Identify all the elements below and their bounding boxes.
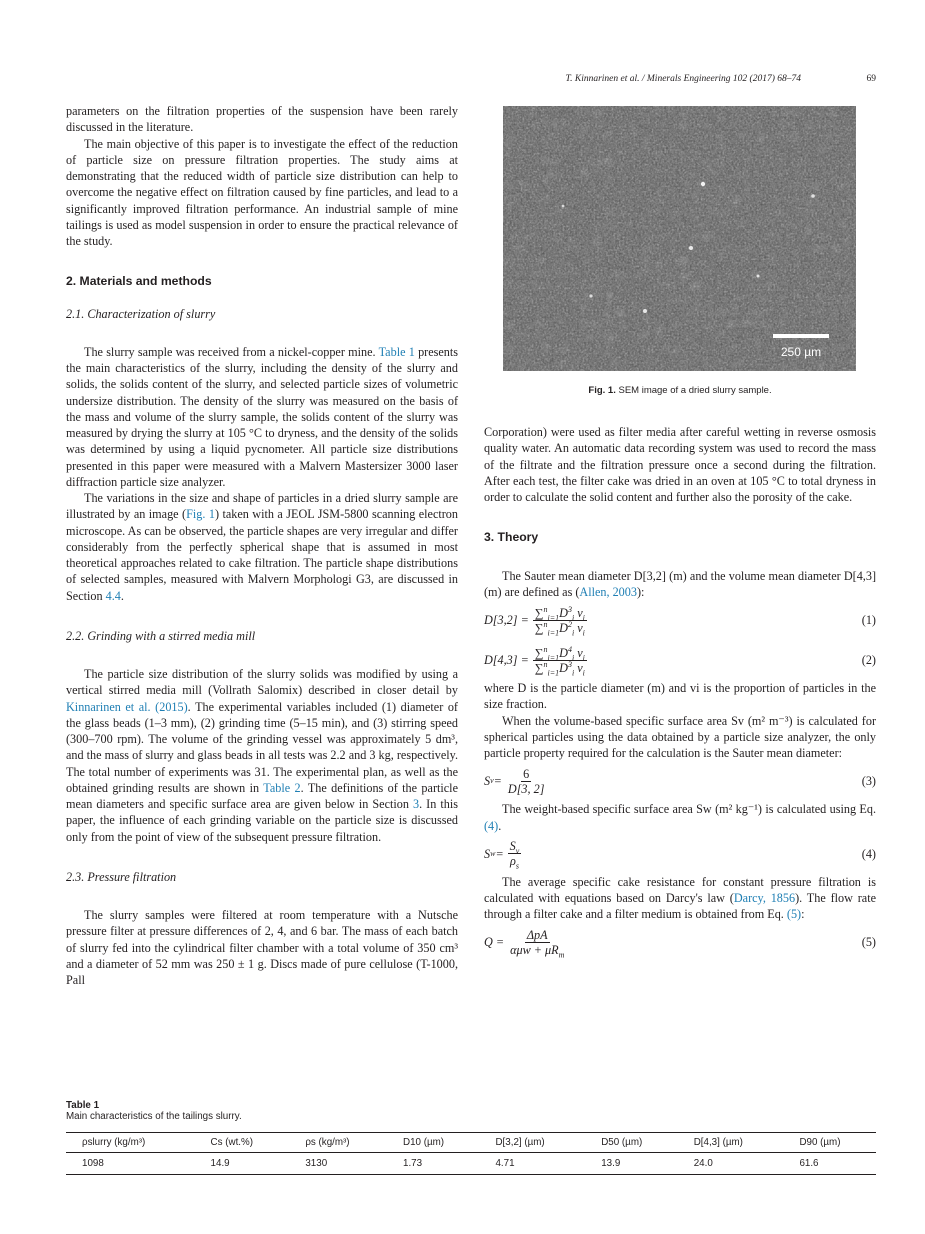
equation-number: (4) (861, 846, 876, 861)
table-cell: 1098 (66, 1153, 195, 1175)
paragraph: Corporation) were used as filter media after careful wetting in reverse osmosis quality water. An automatic data recording system was used to record the mass of the filtrate and the filtration pressure once a second during the filtration. After each test, the filter cake was dried in an oven at 105 °C to total dryness in order to calculate the solid content and further also the porosity of the cake. (484, 425, 876, 504)
column-header: D50 (µm) (585, 1133, 677, 1153)
subsection-heading: 2.2. Grinding with a stirred media mill (66, 628, 256, 643)
table-cell: 3130 (289, 1153, 387, 1175)
column-header: D10 (µm) (387, 1133, 479, 1153)
paragraph: The Sauter mean diameter D[3,2] (m) and the volume mean diameter D[4,3] (m) are defined as (Allen, 2003): (484, 568, 876, 599)
table-cell: 14.9 (195, 1153, 290, 1175)
section-link[interactable]: 3 (413, 797, 420, 811)
section-heading: 3. Theory (484, 530, 539, 545)
equation-3: S v = $\frac{6}{D[3, 2]}$ (3) (484, 766, 876, 796)
table-label: Table 1 (66, 1100, 100, 1111)
paragraph: The main objective of this paper is to investigate the effect of the reduction of particle size on pressure filtration properties. The study aims at demonstrating that the reduced width of particle size distribution can help to overcome the negative effect on filtration caused by fine particles, and lead to a significantly improved filtration performance. An industrial sample of mine tailings is used as model suspension in order to ensure the practical relevance of the study. (66, 136, 458, 248)
table-caption: Main characteristics of the tailings slurry. (66, 1111, 242, 1122)
column-header: D[3,2] (µm) (479, 1133, 585, 1153)
paragraph: The slurry samples were filtered at room temperature with a Nutsche pressure filter at pressure differences of 2, 4, and 6 bar. The mass of each batch of slurry fed into the cylindrical filter chamber with a total volume of 350 cm³ and a diameter of 52 mm was 250 ± 1 g. Discs made of pure cellulose (T-1000, Pall (66, 908, 458, 987)
section-heading: 2. Materials and methods (66, 274, 212, 289)
reference-link[interactable]: Kinnarinen et al. (2015) (66, 699, 188, 714)
paragraph: The average specific cake resistance for constant pressure filtration is calculated with equations based on Darcy's law (Darcy, 1856). The flow rate through a filter cake and a filter medium is obtained from Eq. (5): (484, 874, 877, 922)
equation-4: S w = $\frac{S_v}{\rho_s}$ (4) (484, 839, 876, 871)
figure-link[interactable]: Fig. 1 (186, 507, 215, 522)
table-link[interactable]: Table 1 (378, 344, 415, 359)
reference-link[interactable]: Allen, 2003 (579, 584, 637, 599)
column-header: D90 (µm) (783, 1133, 876, 1153)
table-1 (66, 1100, 876, 1175)
data-table (66, 1132, 876, 1175)
column-header: ρslurry (kg/m³) (66, 1133, 195, 1153)
paragraph: The slurry sample was received from a nickel-copper mine. Table 1 presents the main characteristics of the slurry, including the density of the slurry and solids, the solids content of the slurry, and selected particle sizes of volumetric undersize distribution. The density of the slurry was measured on the basis of the mass and volume of the slurry sample, the solids content of the slurry was measured by drying the slurry at 105 °C to dryness, and the density of the solids was determined by using a liquid pycnometer. All particle size distributions presented in this paper were measured with a Malvern Mastersizer 3000 laser diffraction particle size analyzer. (66, 344, 459, 489)
table-link[interactable]: Table 2 (263, 780, 301, 795)
column-header: Cs (wt.%) (195, 1133, 290, 1153)
table-cell: 13.9 (585, 1153, 677, 1175)
paragraph: parameters on the filtration properties of the suspension have been rarely discussed in the literature. (66, 104, 458, 135)
table-header-row (66, 1133, 876, 1153)
paragraph: where D is the particle diameter (m) and vi is the proportion of particles in the size fraction. (484, 681, 876, 712)
figure-caption: Fig. 1. SEM image of a dried slurry sample. (588, 385, 772, 396)
sem-image (503, 106, 856, 371)
running-title: T. Kinnarinen et al. / Minerals Engineering 102 (2017) 68–74 (565, 74, 801, 84)
table-cell: 61.6 (783, 1153, 876, 1175)
table-cell: 1.73 (387, 1153, 479, 1175)
table-cell: 24.0 (678, 1153, 784, 1175)
equation-1: D[3,2] = $\frac{\sum^n_{i=1}D^3_i v_i}{\sum^n_{i=1}D^2_i v_i}$ (1) (484, 604, 876, 637)
paragraph: The weight-based specific surface area Sw (m² kg⁻¹) is calculated using Eq. (4). (484, 802, 876, 833)
left-column (66, 103, 458, 988)
equation-number: (5) (861, 935, 876, 950)
equation-2: D[4,3] = $\frac{\sum^n_{i=1}D^4_i v_i}{\sum^n_{i=1}D^3_i v_i}$ (2) (484, 644, 876, 677)
equation-number: (2) (861, 652, 876, 667)
paragraph: The variations in the size and shape of particles in a dried slurry sample are illustrated by an image (Fig. 1) taken with a JEOL JSM-5800 scanning electron microscope. As can be observed, the particle shapes are very irregular and differ considerably from the perfectly spherical shape that is assumed in most theoretical approaches related to cake filtration. The particle shape distributions of selected samples, measured with Malvern Morphologi G3, are discussed in Section 4.4. (66, 491, 458, 603)
reference-link[interactable]: Darcy, 1856 (733, 891, 796, 905)
scale-bar-label: 250 µm (780, 345, 822, 359)
equation-5: Q = $\frac{\text{ΔpA}}{\alpha\mu w + \mu R_m}$ (5) (484, 928, 876, 960)
equation-number: (3) (861, 774, 876, 789)
paragraph: The particle size distribution of the slurry solids was modified by using a vertical stirred media mill (Vollrath Salomix) described in closer detail by Kinnarinen et al. (2015). The experimental variables included (1) diameter of the glass beads (1–3 mm), (2) grinding time (5–15 min), and (3) stirring speed (300–700 rpm). The volume of the grinding vessel was approximately 5 dm³, and the mass of slurry and glass beads in all tests was 2.2 and 3 kg, respectively. The total number of experiments was 31. The experimental plan, as well as the obtained grinding results are shown in Table 2. The definitions of the particle mean diameters and specific surface area are given below in Section 3. In this paper, the influence of each grinding variable on the particle size is discussed only from the point of view of the subsequent pressure filtration. (66, 667, 458, 844)
subsection-heading: 2.1. Characterization of slurry (66, 306, 216, 321)
subsection-heading: 2.3. Pressure filtration (66, 869, 177, 884)
column-header: ρs (kg/m³) (289, 1133, 387, 1153)
section-link[interactable]: 4.4 (105, 588, 121, 603)
table-cell: 4.71 (479, 1153, 585, 1175)
right-column (484, 424, 876, 963)
equation-link[interactable]: (5) (786, 907, 802, 922)
paragraph: When the volume-based specific surface area Sv (m² m⁻³) is calculated for spherical particles using the data obtained by a particle size analyzer, the only particle property required for the calculation is the Sauter mean diameter: (484, 713, 876, 760)
equation-number: (1) (861, 612, 876, 627)
page-number: 69 (866, 74, 876, 84)
table-row (66, 1153, 876, 1175)
equation-link[interactable]: (4) (484, 818, 499, 833)
column-header: D[4,3] (µm) (678, 1133, 784, 1153)
